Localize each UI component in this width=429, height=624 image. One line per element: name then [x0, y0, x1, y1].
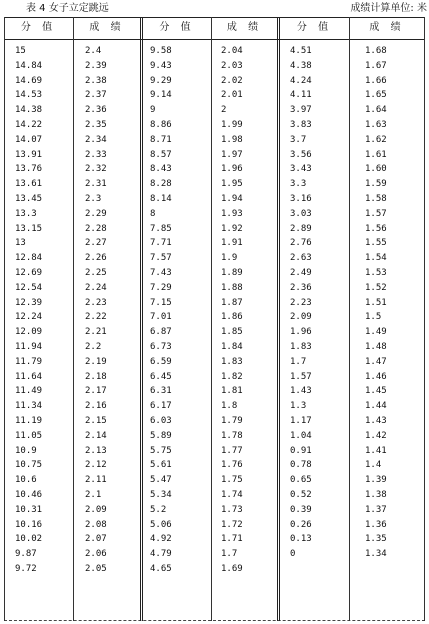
table-cell: 1.60 [365, 164, 387, 175]
table-cell: 2.36 [290, 282, 312, 293]
table-cell: 14.69 [15, 75, 43, 86]
table-cell: 11.79 [15, 356, 43, 367]
table-cell: 4.24 [290, 75, 312, 86]
table-cell: 9.43 [150, 60, 172, 71]
table-cell: 2.08 [85, 519, 107, 530]
table-cell: 8.57 [150, 149, 172, 160]
table-cell: 2.32 [85, 164, 107, 175]
table-cell: 9.72 [15, 563, 37, 574]
table-cell: 12.09 [15, 327, 43, 338]
table-cell: 13.45 [15, 193, 43, 204]
table-cell: 2.12 [85, 460, 107, 471]
table-cell: 1.96 [290, 327, 312, 338]
table-caption: 表 4 女子立定跳远 [26, 3, 109, 14]
table-cell: 1.8 [221, 401, 238, 412]
table-cell: 6.59 [150, 356, 172, 367]
table-cell: 1.39 [365, 475, 387, 486]
table-cell: 2.23 [290, 297, 312, 308]
table-cell: 11.34 [15, 401, 43, 412]
table-cell: 15 [15, 46, 26, 56]
table-cell: 0.39 [290, 504, 312, 515]
table-cell: 1.88 [221, 282, 243, 293]
table-cell: 1.66 [365, 75, 387, 86]
table-cell: 11.05 [15, 430, 43, 441]
table-cell: 8.14 [150, 193, 172, 204]
table-cell: 7.15 [150, 297, 172, 308]
table-cell: 7.01 [150, 312, 172, 323]
table-cell: 11.49 [15, 386, 43, 397]
table-cell: 1.73 [221, 504, 243, 515]
table-cell: 1.5 [365, 312, 382, 323]
column-result-2 [221, 44, 243, 577]
table-cell: 1.65 [365, 90, 387, 101]
table-cell: 2.15 [85, 415, 107, 426]
col-divider-2 [211, 17, 212, 621]
table-cell: 1.58 [365, 193, 387, 204]
table-cell: 2.26 [85, 253, 107, 264]
table-cell: 1.99 [221, 119, 243, 130]
table-cell: 12.24 [15, 312, 43, 323]
table-cell: 6.03 [150, 415, 172, 426]
table-cell: 5.2 [150, 504, 167, 515]
table-cell: 10.9 [15, 445, 37, 456]
table-cell: 0.78 [290, 460, 312, 471]
table-cell: 12.39 [15, 297, 43, 308]
table-cell: 7.43 [150, 267, 172, 278]
table-cell: 13.76 [15, 164, 43, 175]
table-cell: 10.46 [15, 489, 43, 500]
table-cell: 2.28 [85, 223, 107, 234]
table-cell: 2.76 [290, 238, 312, 249]
table-cell: 6.45 [150, 371, 172, 382]
table-cell: 7.57 [150, 253, 172, 264]
column-result-1 [85, 44, 107, 577]
table-cell: 2.24 [85, 282, 107, 293]
table-cell: 2.38 [85, 75, 107, 86]
table-cell: 1.7 [221, 549, 238, 560]
table-cell: 14.22 [15, 119, 43, 130]
table-cell: 6.87 [150, 327, 172, 338]
table-cell: 13 [15, 238, 26, 249]
table-cell: 1.85 [221, 327, 243, 338]
table-cell: 5.34 [150, 489, 172, 500]
table-cell: 8.43 [150, 164, 172, 175]
table-cell: 1.55 [365, 238, 387, 249]
table-cell: 8.86 [150, 119, 172, 130]
table-cell: 1.62 [365, 134, 387, 145]
table-cell: 3.97 [290, 105, 312, 116]
header-result-2: 成 绩 [226, 22, 263, 33]
unit-note: 成绩计算单位: 米 [350, 3, 427, 14]
header-score-1: 分 值 [20, 22, 57, 33]
table-cell: 7.71 [150, 238, 172, 249]
table-cell: 1.75 [221, 475, 243, 486]
table-cell: 1.57 [365, 208, 387, 219]
table-cell: 1.7 [290, 356, 307, 367]
table-cell: 1.87 [221, 297, 243, 308]
table-cell: 1.83 [221, 356, 243, 367]
table-cell: 11.64 [15, 371, 43, 382]
column-score-1 [15, 44, 42, 577]
group-divider-1 [140, 17, 143, 621]
table-cell: 1.43 [290, 386, 312, 397]
table-cell: 1.38 [365, 489, 387, 500]
table-cell: 1.81 [221, 386, 243, 397]
table-cell: 1.71 [221, 534, 243, 545]
table-cell: 10.75 [15, 460, 43, 471]
table-cell: 10.31 [15, 504, 43, 515]
table-cell: 2.33 [85, 149, 107, 160]
table-cell: 2.18 [85, 371, 107, 382]
table-cell: 1.95 [221, 179, 243, 190]
col-divider-3 [349, 17, 350, 621]
table-cell: 1.41 [365, 445, 387, 456]
table-cell: 11.94 [15, 341, 43, 352]
table-cell: 10.16 [15, 519, 43, 530]
table-cell: 9 [150, 105, 156, 116]
table-cell: 2.11 [85, 475, 107, 486]
table-cell: 3.3 [290, 179, 307, 190]
table-cell: 5.89 [150, 430, 172, 441]
table-cell: 4.51 [290, 46, 312, 56]
table-cell: 1.79 [221, 415, 243, 426]
table-cell: 1.35 [365, 534, 387, 545]
table-cell: 1.56 [365, 223, 387, 234]
table-cell: 2.06 [85, 549, 107, 560]
table-cell: 3.83 [290, 119, 312, 130]
table-cell: 2.49 [290, 267, 312, 278]
table-cell: 1.94 [221, 193, 243, 204]
table-cell: 0.91 [290, 445, 312, 456]
table-cell: 2.89 [290, 223, 312, 234]
table-cell: 1.89 [221, 267, 243, 278]
table-cell: 1.9 [221, 253, 238, 264]
table-cell: 8.71 [150, 134, 172, 145]
table-cell: 1.91 [221, 238, 243, 249]
table-cell: 2.05 [85, 563, 107, 574]
table-cell: 1.98 [221, 134, 243, 145]
table-cell: 1.59 [365, 179, 387, 190]
border-right [424, 17, 425, 621]
table-cell: 2.1 [85, 489, 102, 500]
table-cell: 1.86 [221, 312, 243, 323]
table-cell: 5.75 [150, 445, 172, 456]
table-cell: 0.52 [290, 489, 312, 500]
group-divider-2 [277, 17, 280, 621]
table-cell: 8 [150, 208, 156, 219]
table-cell: 1.64 [365, 105, 387, 116]
table-cell: 2.31 [85, 179, 107, 190]
table-cell: 12.84 [15, 253, 43, 264]
table-cell: 1.57 [290, 371, 312, 382]
header-score-3: 分 值 [296, 22, 333, 33]
table-cell: 1.67 [365, 60, 387, 71]
table-cell: 13.61 [15, 179, 43, 190]
header-result-3: 成 绩 [369, 22, 405, 33]
table-cell: 1.96 [221, 164, 243, 175]
table-cell: 2.35 [85, 119, 107, 130]
table-cell: 13.3 [15, 208, 37, 219]
table-cell: 1.69 [221, 563, 243, 574]
table-cell: 1.36 [365, 519, 387, 530]
table-cell: 1.77 [221, 445, 243, 456]
table-cell: 3.03 [290, 208, 312, 219]
header-divider [4, 39, 425, 40]
table-cell: 2.14 [85, 430, 107, 441]
table-cell: 3.56 [290, 149, 312, 160]
header-score-2: 分 值 [159, 22, 195, 33]
table-cell: 1.53 [365, 267, 387, 278]
table-cell: 1.74 [221, 489, 243, 500]
column-result-3 [365, 44, 387, 562]
table-cell: 2.22 [85, 312, 107, 323]
table-cell: 9.14 [150, 90, 172, 101]
table-cell: 2.07 [85, 534, 107, 545]
table-cell: 9.58 [150, 46, 172, 56]
table-cell: 1.46 [365, 371, 387, 382]
table-cell: 1.47 [365, 356, 387, 367]
table-cell: 2.4 [85, 46, 102, 56]
table-cell: 2.39 [85, 60, 107, 71]
table-cell: 1.93 [221, 208, 243, 219]
column-score-2 [150, 44, 172, 577]
header-result-1: 成 绩 [89, 22, 125, 33]
table-cell: 1.63 [365, 119, 387, 130]
table-cell: 2.17 [85, 386, 107, 397]
table-cell: 0.65 [290, 475, 312, 486]
table-cell: 14.07 [15, 134, 43, 145]
table-cell: 3.43 [290, 164, 312, 175]
table-cell: 2.29 [85, 208, 107, 219]
table-cell: 3.7 [290, 134, 307, 145]
table-cell: 2.21 [85, 327, 107, 338]
table-cell: 1.84 [221, 341, 243, 352]
table-cell: 11.19 [15, 415, 43, 426]
table-cell: 13.91 [15, 149, 43, 160]
table-cell: 2.16 [85, 401, 107, 412]
table-cell: 1.34 [365, 549, 387, 560]
table-cell: 0 [290, 549, 296, 560]
table-cell: 8.28 [150, 179, 172, 190]
table-cell: 2.09 [85, 504, 107, 515]
table-cell: 1.92 [221, 223, 243, 234]
table-cell: 12.69 [15, 267, 43, 278]
table-cell: 7.29 [150, 282, 172, 293]
table-cell: 1.44 [365, 401, 387, 412]
table-cell: 14.53 [15, 90, 43, 101]
table-cell: 0.26 [290, 519, 312, 530]
table-cell: 1.54 [365, 253, 387, 264]
table-cell: 1.78 [221, 430, 243, 441]
table-cell: 5.61 [150, 460, 172, 471]
table-cell: 2.04 [221, 46, 243, 56]
table-cell: 2.36 [85, 105, 107, 116]
table-cell: 2.27 [85, 238, 107, 249]
table-cell: 2.03 [221, 60, 243, 71]
score-table [4, 17, 425, 621]
table-cell: 5.06 [150, 519, 172, 530]
table-cell: 1.3 [290, 401, 307, 412]
table-top-border [4, 17, 425, 18]
table-cell: 1.82 [221, 371, 243, 382]
table-cell: 2.01 [221, 90, 243, 101]
table-cell: 10.02 [15, 534, 43, 545]
table-cell: 2.02 [221, 75, 243, 86]
table-cell: 1.49 [365, 327, 387, 338]
table-cell: 9.87 [15, 549, 37, 560]
table-cell: 1.17 [290, 415, 312, 426]
table-cell: 1.68 [365, 46, 387, 56]
table-cell: 1.76 [221, 460, 243, 471]
table-cell: 3.16 [290, 193, 312, 204]
border-left [4, 17, 5, 621]
table-cell: 1.61 [365, 149, 387, 160]
table-cell: 1.72 [221, 519, 243, 530]
table-cell: 14.38 [15, 105, 43, 116]
table-cell: 2.09 [290, 312, 312, 323]
table-cell: 1.97 [221, 149, 243, 160]
table-cell: 2.23 [85, 297, 107, 308]
table-cell: 1.48 [365, 341, 387, 352]
table-cell: 0.13 [290, 534, 312, 545]
table-cell: 13.15 [15, 223, 43, 234]
table-cell: 4.11 [290, 90, 312, 101]
table-cell: 12.54 [15, 282, 43, 293]
table-cell: 1.83 [290, 341, 312, 352]
table-cell: 2.19 [85, 356, 107, 367]
column-score-3 [290, 44, 312, 562]
table-cell: 5.47 [150, 475, 172, 486]
col-divider-1 [73, 17, 74, 621]
table-cell: 4.79 [150, 549, 172, 560]
table-cell: 1.52 [365, 282, 387, 293]
table-cell: 2.2 [85, 341, 102, 352]
table-cell: 1.04 [290, 430, 312, 441]
table-cell: 4.65 [150, 563, 172, 574]
table-cell: 7.85 [150, 223, 172, 234]
table-cell: 1.42 [365, 430, 387, 441]
table-cell: 9.29 [150, 75, 172, 86]
table-cell: 1.37 [365, 504, 387, 515]
table-cell: 2.3 [85, 193, 102, 204]
table-cell: 2.25 [85, 267, 107, 278]
table-cell: 2.63 [290, 253, 312, 264]
table-cell: 6.31 [150, 386, 172, 397]
table-cell: 2 [221, 105, 227, 116]
table-cell: 2.13 [85, 445, 107, 456]
table-cell: 6.17 [150, 401, 172, 412]
table-cell: 4.92 [150, 534, 172, 545]
table-cell: 1.4 [365, 460, 382, 471]
table-cell: 4.38 [290, 60, 312, 71]
table-cell: 2.37 [85, 90, 107, 101]
table-cell: 2.34 [85, 134, 107, 145]
table-cell: 10.6 [15, 475, 37, 486]
table-bottom-border [4, 620, 425, 621]
table-cell: 1.43 [365, 415, 387, 426]
table-cell: 14.84 [15, 60, 43, 71]
table-cell: 1.45 [365, 386, 387, 397]
table-cell: 1.51 [365, 297, 387, 308]
table-cell: 6.73 [150, 341, 172, 352]
